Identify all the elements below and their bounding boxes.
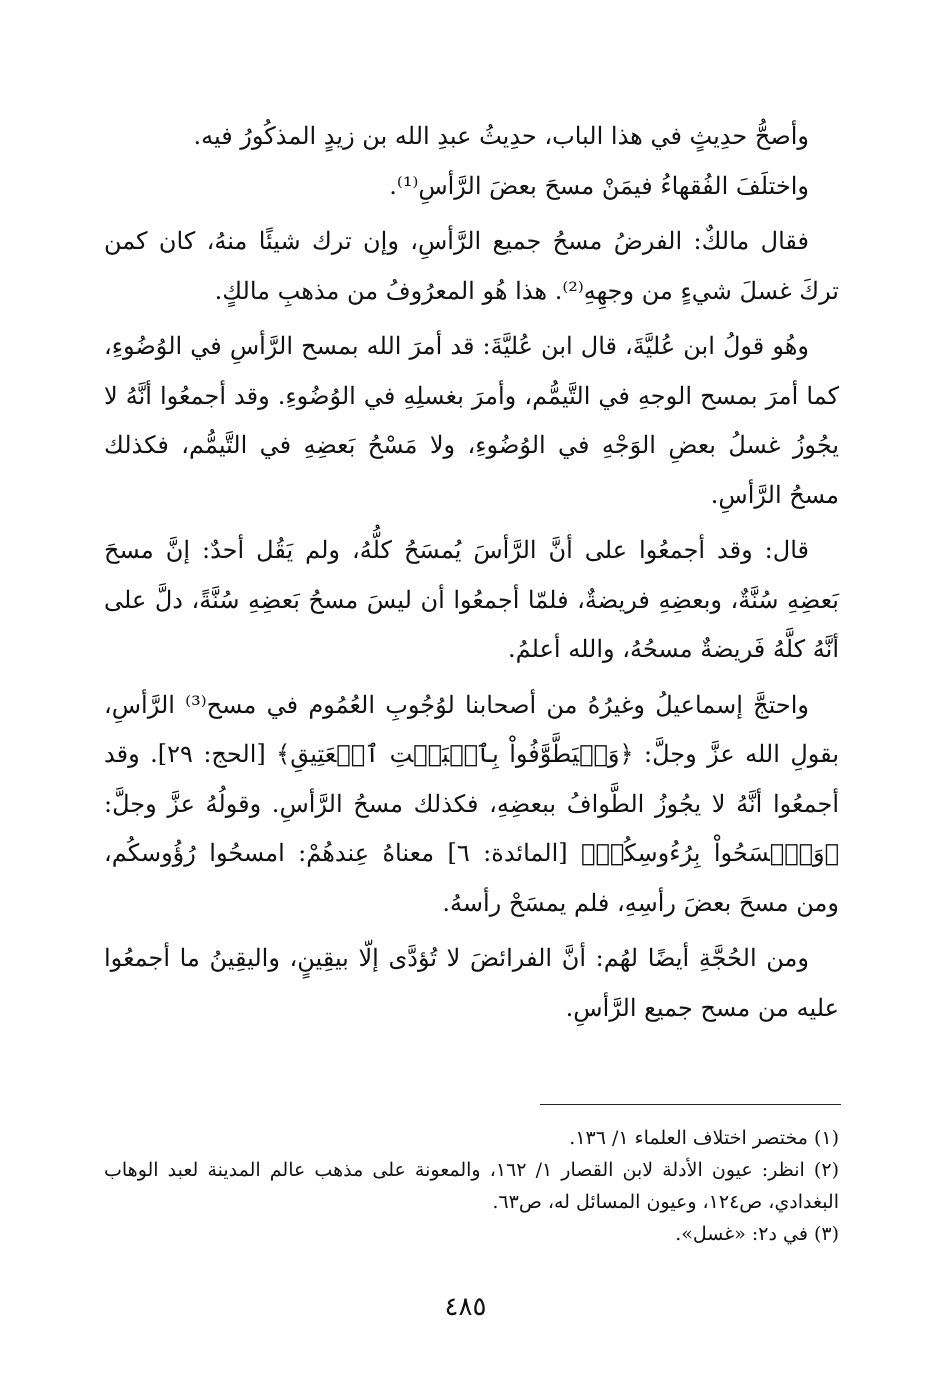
footnote-divider (540, 1104, 841, 1105)
paragraph: واحتجَّ إسماعيلُ وغيرُهُ من أصحابنا لوُجُوبِ العُمُوم في مسح⁽³⁾ الرَّأسِ، بقولِ الله عزَّ وجلَّ: ﴿وَلۡيَطَّوَّفُواْ بِٱلۡبَيۡتِ ٱلۡعَتِيقِ﴾ [الحج: ٢٩]. وقد أجمعُوا أنَّهُ لا يجُوزُ الطَّوافُ ببعضِهِ، فكذلك مسحُ الرَّأسِ. وقولُهُ عزَّ وجلَّ: ﴿وَٱمۡسَحُواْ بِرُءُوسِكُمۡ﴾ [المائدة: ٦] معناهُ عِندهُمْ: امسحُوا رُؤُوسكُم، ومن مسحَ بعضَ رأسِهِ، فلم يمسَحْ رأسهُ. (104, 690, 840, 917)
paragraph: وهُو قولُ ابن عُليَّةَ، قال ابن عُليَّةَ: قد أمرَ الله بمسح الرَّأسِ في الوُضُوءِ، كما أمرَ بمسح الوجهِ في التَّيمُّم، وأمرَ بغسلِهِ في الوُضُوءِ. وقد أجمعُوا أنَّهُ لا يجُوزُ غسلُ بعضِ الوَجْهِ في الوُضُوءِ، ولا مَسْحُ بَعضِهِ في التَّيمُّم، فكذلك مسحُ الرَّأسِ. (104, 332, 839, 509)
paragraph: فقال مالكٌ: الفرضُ مسحُ جميع الرَّأسِ، وإن ترك شيئًا منهُ، كان كمن تركَ غسلَ شيءٍ من وجهِهِ⁽²⁾. هذا هُو المعرُوفُ من مذهبِ مالكٍ. (104, 227, 839, 305)
footnote: (٢) انظر: عيون الأدلة لابن القصار ١/ ١٦٢، والمعونة على مذهب عالم المدينة لعبد الوهاب البغدادي، ص١٢٤، وعيون المسائل له، ص٦٣. (104, 1159, 839, 1213)
paragraph: واختلَفَ الفُقهاءُ فيمَنْ مسحَ بعضَ الرَّأسِ⁽¹⁾. (389, 171, 809, 200)
paragraph: ومن الحُجَّةِ أيضًا لهُم: أنَّ الفرائضَ لا تُؤدَّى إلّا بيقِينٍ، واليقِينُ ما أجمعُوا عليه من مسح جميع الرَّأسِ. (104, 944, 839, 1022)
footnote: (٣) في د٢: «غسل». (675, 1223, 839, 1245)
paragraph: وأصحُّ حدِيثٍ في هذا الباب، حدِيثُ عبدِ الله بن زيدٍ المذكُورُ فيه. (193, 122, 809, 150)
paragraph: قال: وقد أجمعُوا على أنَّ الرَّأسَ يُمسَحُ كلُّهُ، ولم يَقُل أحدٌ: إنَّ مسحَ بَعضِهِ سُنَّةٌ، وبعضِهِ فريضةٌ، فلمّا أجمعُوا أن ليسَ مسحُ بَعضِهِ سُنَّةً، دلَّ على أنَّهُ كلَّهُ فَريضةٌ مسحُهُ، والله أعلمُ. (104, 536, 839, 663)
footnotes (104, 1122, 839, 1250)
main-text (104, 112, 839, 1033)
page-number: ٤٨٥ (444, 1292, 487, 1322)
footnote: (١) مختصر اختلاف العلماء ١/ ١٣٦. (569, 1127, 839, 1149)
